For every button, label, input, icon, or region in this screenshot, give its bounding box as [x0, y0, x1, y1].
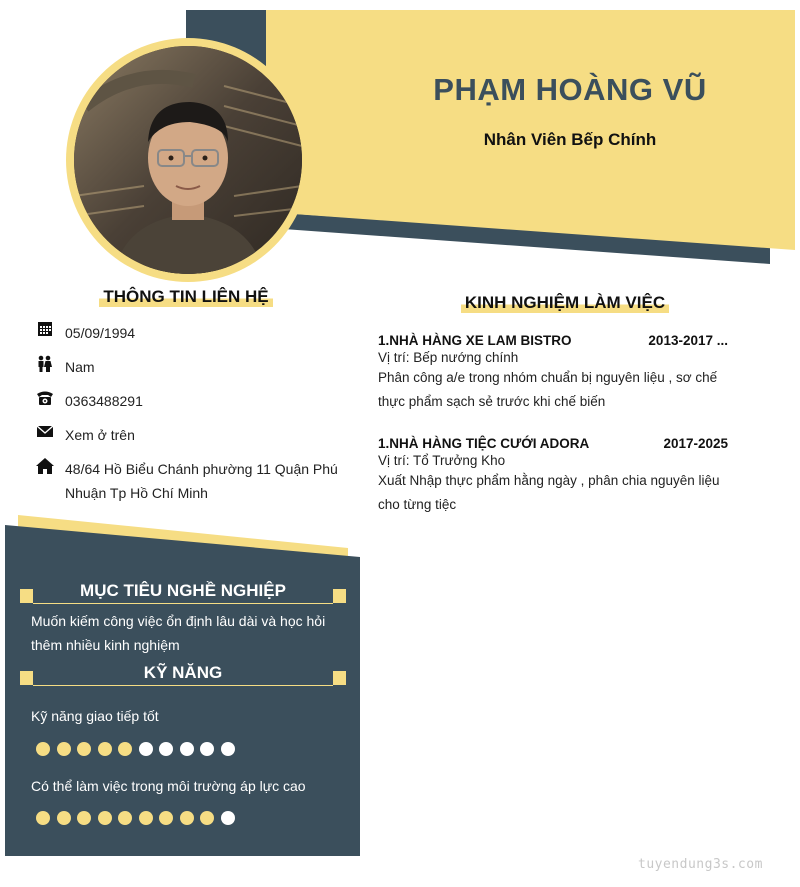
- contact-item-email: [36, 423, 345, 447]
- experience-section-label: KINH NGHIỆM LÀM VIỆC: [461, 293, 669, 313]
- skill-rating: [36, 742, 241, 756]
- contact-email: Xem ở trên: [65, 427, 135, 443]
- contact-item-gender: [36, 355, 345, 379]
- experience-section-title: [400, 293, 730, 313]
- gender-icon: [36, 355, 58, 373]
- calendar-icon: [36, 321, 58, 339]
- rating-dot-filled: [57, 811, 71, 825]
- experience-company: 1.NHÀ HÀNG TIỆC CƯỚI ADORA: [378, 436, 590, 451]
- experience-item: [378, 436, 728, 517]
- candidate-name: PHẠM HOÀNG VŨ: [433, 72, 707, 107]
- objective-text: Muốn kiếm công việc ổn định lâu dài và học hỏi thêm nhiều kinh nghiệm: [31, 613, 326, 653]
- rating-dot-empty: [159, 742, 173, 756]
- rating-dot-filled: [36, 742, 50, 756]
- profile-photo-frame: [66, 38, 310, 282]
- contact-section-title: [36, 287, 336, 307]
- rating-dot-filled: [118, 811, 132, 825]
- contact-gender: Nam: [65, 359, 95, 375]
- rating-dot-filled: [159, 811, 173, 825]
- contact-birthdate: 05/09/1994: [65, 325, 136, 341]
- skills-section-label: KỸ NĂNG: [143, 663, 223, 682]
- experience-period: 2017-2025: [663, 436, 728, 451]
- skills-section-title: [20, 663, 346, 687]
- panel-dark-shape: [5, 525, 360, 856]
- rating-dot-empty: [221, 811, 235, 825]
- experience-item: [378, 333, 728, 414]
- title-underline: [33, 603, 333, 604]
- rating-dot-filled: [180, 811, 194, 825]
- contact-section-label: THÔNG TIN LIÊN HỆ: [99, 287, 272, 307]
- objective-section-label: MỤC TIÊU NGHỀ NGHIỆP: [80, 581, 286, 600]
- rating-dot-empty: [221, 742, 235, 756]
- rating-dot-filled: [98, 742, 112, 756]
- experience-company: 1.NHÀ HÀNG XE LAM BISTRO: [378, 333, 572, 348]
- contact-phone: 0363488291: [65, 393, 143, 409]
- rating-dot-filled: [57, 742, 71, 756]
- avatar-illustration: [74, 46, 302, 274]
- avatar: [74, 46, 302, 274]
- skill-rating: [36, 811, 241, 825]
- contact-address: 48/64 Hồ Biểu Chánh phường 11 Quận Phú Nhuận Tp Hồ Chí Minh: [65, 461, 338, 501]
- rating-dot-empty: [139, 742, 153, 756]
- rating-dot-filled: [77, 742, 91, 756]
- email-icon: [36, 423, 58, 441]
- watermark: tuyendung3s.com: [638, 857, 763, 872]
- contact-item-birthdate: [36, 321, 345, 345]
- rating-dot-filled: [139, 811, 153, 825]
- experience-description: Xuất Nhập thực phẩm hằng ngày , phân chia nguyên liệu cho từng tiệc: [378, 473, 720, 512]
- home-icon: [36, 457, 58, 475]
- title-underline: [33, 685, 333, 686]
- rating-dot-filled: [118, 742, 132, 756]
- rating-dot-filled: [200, 811, 214, 825]
- rating-dot-filled: [98, 811, 112, 825]
- rating-dot-filled: [36, 811, 50, 825]
- skill-name: Kỹ năng giao tiếp tốt: [31, 708, 159, 724]
- experience-period: 2013-2017 ...: [648, 333, 728, 348]
- rating-dot-filled: [77, 811, 91, 825]
- experience-description: Phân công a/e trong nhóm chuẩn bị nguyên liệu , sơ chế thực phẩm sạch sẻ trước khi chế biến: [378, 370, 718, 409]
- contact-item-phone: [36, 389, 345, 413]
- experience-position: Vị trí: Tổ Trưởng Kho: [378, 453, 506, 468]
- phone-icon: [36, 389, 58, 407]
- objective-section-title: [20, 581, 346, 605]
- rating-dot-empty: [200, 742, 214, 756]
- job-title: Nhân Viên Bếp Chính: [483, 130, 657, 149]
- rating-dot-empty: [180, 742, 194, 756]
- contact-item-address: [36, 457, 345, 505]
- experience-position: Vị trí: Bếp nướng chính: [378, 350, 519, 365]
- skill-name: Có thể làm việc trong môi trường áp lực cao: [31, 778, 306, 794]
